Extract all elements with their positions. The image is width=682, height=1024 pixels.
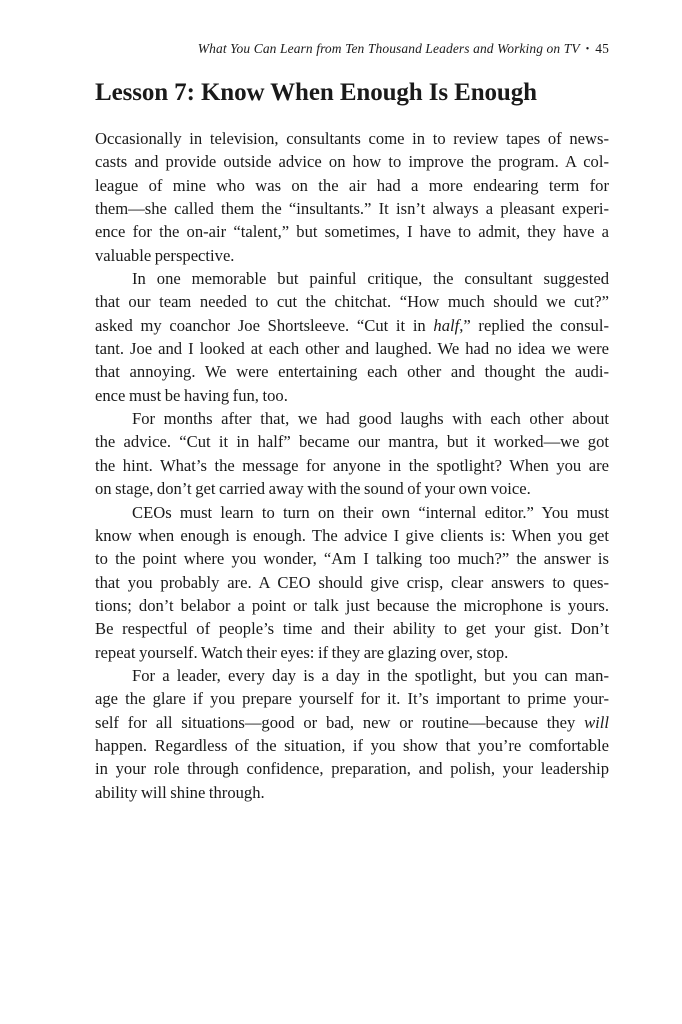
text-line	[95, 711, 609, 734]
text-line: repeat yourself. Watch their eyes: if they are glazing over, stop.	[95, 642, 509, 662]
text-line: that annoying. We were entertaining each other and thought the audi-	[95, 362, 609, 382]
text-line: casts and provide outside advice on how to improve the program. A col-	[95, 152, 609, 172]
text-line: know when enough is enough. The advice I give clients is: When you get	[95, 525, 609, 545]
text-line: For a leader, every day is a day in the spotlight, but you can man-	[132, 665, 609, 685]
text-line: them—she called them the “insultants.” It isn’t always a pleasant experi-	[95, 199, 609, 219]
running-head-bullet: •	[585, 44, 590, 55]
text-run: ,” replied the consul-	[459, 315, 609, 335]
text-line: age the glare if you prepare yourself for it. It’s important to prime your-	[95, 689, 609, 709]
text-line: that you probably are. A CEO should give crisp, clear answers to ques-	[95, 572, 609, 592]
text-line: valuable perspective.	[95, 245, 235, 265]
text-line: ability will shine through.	[95, 782, 265, 802]
text-run: self for all situations—good or bad, new or routine—because they	[95, 712, 585, 732]
book-page	[95, 0, 609, 1024]
running-head	[198, 41, 609, 57]
body-text	[95, 127, 609, 804]
lesson-heading: Lesson 7: Know When Enough Is Enough	[95, 79, 537, 106]
text-line: For months after that, we had good laughs with each other about	[132, 409, 609, 429]
text-line: ence for the on-air “talent,” but sometimes, I have to admit, they have a	[95, 222, 609, 242]
text-line: that our team needed to cut the chitchat. “How much should we cut?”	[95, 292, 609, 312]
running-head-title: What You Can Learn from Ten Thousand Leaders and Working on TV	[197, 41, 580, 56]
text-line: Occasionally in television, consultants come in to review tapes of news-	[95, 129, 609, 148]
emphasis-will: will	[584, 712, 609, 732]
text-line: CEOs must learn to turn on their own “internal editor.” You must	[132, 502, 609, 522]
text-line: ence must be having fun, too.	[95, 385, 288, 405]
text-line: tions; don’t belabor a point or talk just because the microphone is yours.	[95, 595, 609, 615]
page-number: 45	[595, 41, 609, 56]
text-run: asked my coanchor Joe Shortsleeve. “Cut it in	[95, 315, 434, 335]
text-line: happen. Regardless of the situation, if you show that you’re comfortable	[95, 735, 609, 755]
text-line: tant. Joe and I looked at each other and laughed. We had no idea we were	[95, 339, 609, 359]
text-line: to the point where you wonder, “Am I talking too much?” the answer is	[95, 549, 609, 569]
text-line: on stage, don’t get carried away with the sound of your own voice.	[95, 479, 531, 499]
text-line: Be respectful of people’s time and their ability to get your gist. Don’t	[95, 619, 609, 639]
text-line: the advice. “Cut it in half” became our mantra, but it worked—we got	[95, 432, 609, 452]
text-line	[95, 314, 609, 337]
text-line: In one memorable but painful critique, the consultant suggested	[132, 269, 609, 289]
text-line: in your role through confidence, preparation, and polish, your leadership	[95, 759, 609, 779]
emphasis-half: half	[433, 315, 460, 335]
text-line: league of mine who was on the air had a more endearing term for	[95, 175, 609, 195]
text-line: the hint. What’s the message for anyone in the spotlight? When you are	[95, 455, 609, 475]
